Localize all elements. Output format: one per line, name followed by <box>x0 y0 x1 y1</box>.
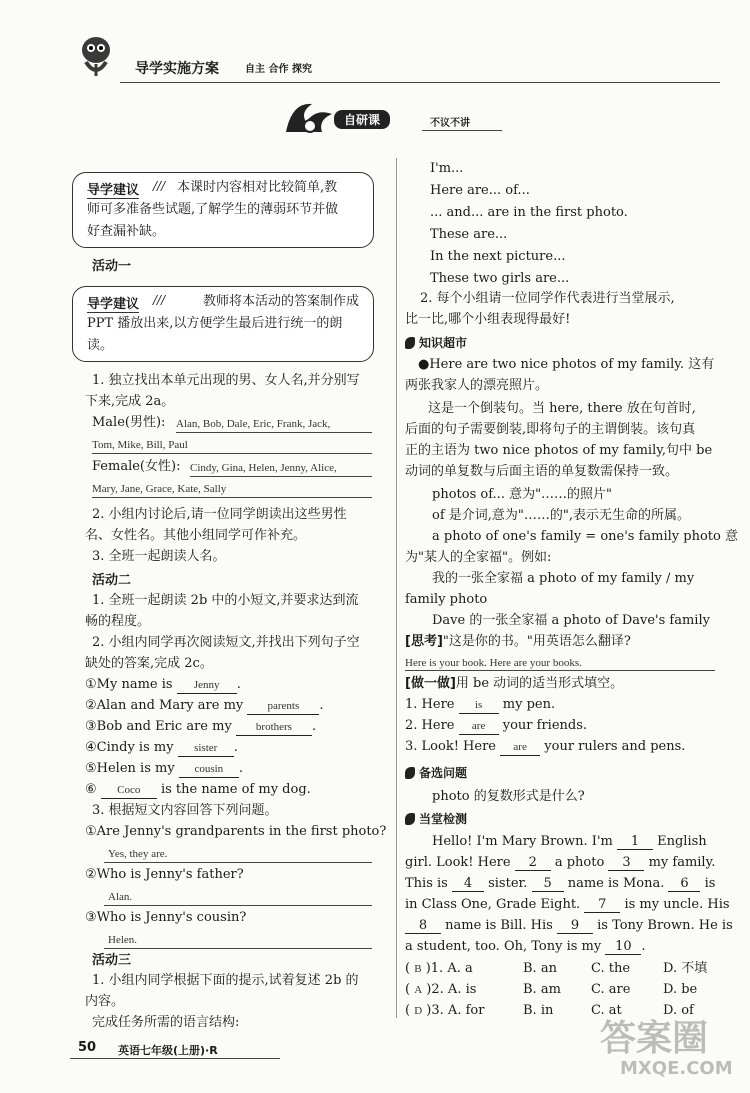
mc-answer: B <box>414 963 422 975</box>
cloze-line <box>405 896 730 914</box>
a2-q3: 3. 根据短文内容回答下列问题。 <box>92 803 278 818</box>
knowledge-line: 后面的句子需要倒装,即将句子的主谓倒装。该句真 <box>405 422 696 437</box>
watermark-url: MXQE.COM <box>620 1058 733 1079</box>
fill-num: ③ <box>85 719 97 734</box>
male-label: Male(男性): <box>92 415 166 430</box>
mc-option-c: C. at <box>591 1003 622 1018</box>
a3-q1-l2: 内容。 <box>85 994 125 1009</box>
r-q2-l2: 比一比,哪个小组表现得最好! <box>405 312 571 327</box>
guide-1-line-2: 师可多准备些试题,了解学生的薄弱环节并做 <box>87 202 339 217</box>
knowledge-title-text: 知识超市 <box>419 336 468 350</box>
knowledge-line: Dave 的一张全家福 a photo of Dave's family <box>432 613 710 628</box>
do-item <box>405 717 587 735</box>
cloze-blank: 3 <box>608 855 644 871</box>
mc-answer: D <box>414 1005 423 1017</box>
mc-option-a: 3. A. for <box>431 1003 485 1018</box>
fill-item <box>85 676 241 694</box>
guide-2-line-3: 读。 <box>87 338 114 353</box>
male-answer-l2: Tom, Mike, Bill, Paul <box>92 439 188 451</box>
banner <box>282 98 502 138</box>
qa-rule <box>104 862 372 863</box>
fill-num: ⑤ <box>85 761 97 776</box>
footer-book: 英语七年级(上册)·R <box>118 1044 218 1057</box>
cloze-text: English <box>652 834 707 849</box>
male-answer-l1: Alan, Bob, Dale, Eric, Frank, Jack, <box>176 418 331 430</box>
mc-option-a: 2. A. is <box>431 982 477 997</box>
fill-answer: brothers <box>236 720 312 736</box>
structure-line: I'm... <box>430 161 464 176</box>
mc-option-b: B. in <box>523 1003 554 1018</box>
knowledge-line: a photo of one's family = one's family photo 意 <box>432 529 738 544</box>
mc-option-d: D. be <box>663 982 698 997</box>
fill-answer: cousin <box>179 762 239 778</box>
banner-rule <box>422 130 502 131</box>
check-title-text: 当堂检测 <box>419 812 468 826</box>
flame-icon <box>282 98 338 138</box>
do-post: your rulers and pens. <box>544 739 686 754</box>
do-post: your friends. <box>502 718 588 733</box>
female-answer-l2: Mary, Jane, Grace, Kate, Sally <box>92 483 227 495</box>
a2-q2-l2: 缺处的答案,完成 2c。 <box>85 656 213 671</box>
backup-question: photo 的复数形式是什么? <box>432 789 585 804</box>
fill-post: . <box>233 740 238 755</box>
think-answer: Here is your book. Here are your books. <box>405 657 582 669</box>
a2-q1-l1: 1. 全班一起朗读 2b 中的小短文,并要求达到流 <box>92 593 359 608</box>
qa-rule <box>104 905 372 906</box>
leaf-icon <box>405 337 415 349</box>
guide-2-line-1: 教师将本活动的答案制作成 <box>203 294 360 309</box>
do-answer: is <box>459 698 499 714</box>
fill-item <box>85 718 316 736</box>
knowledge-line: 正的主语为 two nice photos of my family,句中 be <box>405 443 713 458</box>
female-rule-1 <box>190 476 372 477</box>
a3-q1-l3: 完成任务所需的语言结构: <box>92 1015 240 1030</box>
think-label: [思考] <box>405 634 443 649</box>
a1-q2-l2: 名、女性名。其他小组同学可作补充。 <box>85 528 307 543</box>
check-section-title <box>405 810 467 828</box>
male-rule-1 <box>176 432 372 433</box>
structure-line: ... and... are in the first photo. <box>430 205 628 220</box>
cloze-blank: 6 <box>668 876 700 892</box>
fill-item <box>85 760 243 778</box>
slash-deco-icon: /// <box>153 179 166 193</box>
do-answer: are <box>500 740 540 756</box>
guide-tag-1: 导学建议 <box>87 179 139 199</box>
mc-option-a: 1. A. a <box>430 961 473 976</box>
knowledge-line: 为"某人的全家福"。例如: <box>405 550 552 565</box>
guide-1-line-1: 本课时内容相对比较简单,教 <box>177 180 338 195</box>
knowledge-line: ●Here are two nice photos of my family. 这有 <box>418 357 715 372</box>
footer-rule <box>70 1058 280 1059</box>
do-question <box>405 675 623 693</box>
knowledge-line: of 是介词,意为"……的",表示无生命的所属。 <box>432 508 690 523</box>
cloze-text: Hello! I'm Mary Brown. I'm <box>432 834 617 849</box>
knowledge-line: family photo <box>405 592 488 607</box>
cloze-line <box>405 938 645 956</box>
cloze-text: a student, too. Oh, Tony is my <box>405 939 606 954</box>
cloze-text: . <box>641 939 646 954</box>
cloze-blank: 10 <box>605 939 641 955</box>
cloze-text: is my uncle. His <box>620 897 730 912</box>
qa-answer: Alan. <box>108 891 133 903</box>
pen-icon <box>405 767 415 779</box>
mc-option-d: D. 不填 <box>663 961 708 976</box>
cloze-text: name is Mona. <box>563 876 669 891</box>
fill-pre: Bob and Eric are my <box>96 719 232 734</box>
activity-1-title: 活动一 <box>92 259 132 274</box>
fill-answer: sister <box>178 741 234 757</box>
cloze-line <box>405 875 715 893</box>
fill-answer: Jenny <box>177 678 237 694</box>
qa-question: ②Who is Jenny's father? <box>85 867 244 882</box>
banner-title: 自研课 <box>334 110 390 129</box>
guide-2-line-2: PPT 播放出来,以方便学生最后进行统一的朗 <box>87 316 343 331</box>
do-pre: 3. Look! Here <box>405 739 496 754</box>
fill-num: ① <box>85 677 97 692</box>
cloze-text: a photo <box>550 855 609 870</box>
mc-option-b: B. an <box>523 961 557 976</box>
cloze-blank: 9 <box>557 918 593 934</box>
cloze-text: my family. <box>644 855 716 870</box>
a1-q2-l1: 2. 小组内讨论后,请一位同学朗读出这些男性 <box>92 507 347 522</box>
think-question <box>405 633 631 651</box>
knowledge-line: photos of... 意为"……的照片" <box>432 487 613 502</box>
cloze-text: is Tony Brown. He is <box>592 918 733 933</box>
knowledge-line: 这是一个倒装句。当 here, there 放在句首时, <box>428 401 696 416</box>
knowledge-line: 我的一张全家福 a photo of my family / my <box>432 571 695 586</box>
mc-option-d: D. of <box>663 1003 694 1018</box>
cloze-line <box>405 854 715 872</box>
leaf-icon-2 <box>405 813 415 825</box>
mc-option-b: B. am <box>523 982 561 997</box>
knowledge-line: 动词的单复数与后面主语的单复数需保持一致。 <box>405 464 679 479</box>
do-post: my pen. <box>502 697 556 712</box>
guide-box-2 <box>72 286 374 362</box>
slash-deco-icon-2: /// <box>153 293 166 307</box>
qa-question: ①Are Jenny's grandparents in the first photo? <box>85 824 387 839</box>
fill-pre: Alan and Mary are my <box>96 698 244 713</box>
cloze-line <box>432 833 707 851</box>
cloze-blank: 7 <box>584 897 620 913</box>
knowledge-line: 两张我家人的漂亮照片。 <box>405 378 549 393</box>
fill-post: . <box>311 719 317 734</box>
cloze-blank: 8 <box>405 918 441 934</box>
cloze-text: is <box>700 876 716 891</box>
mc-answer: A <box>414 984 423 996</box>
do-label: [做一做] <box>405 676 456 691</box>
knowledge-section-title <box>405 334 467 352</box>
fill-answer: Coco <box>101 783 157 799</box>
do-item <box>405 696 555 714</box>
cloze-text: in Class One, Grade Eight. <box>405 897 585 912</box>
do-pre: 2. Here <box>405 718 455 733</box>
a1-q1-l1: 1. 独立找出本单元出现的男、女人名,并分别写 <box>92 373 360 388</box>
cloze-text: sister. <box>483 876 532 891</box>
fill-pre: My name is <box>96 677 173 692</box>
cloze-text: girl. Look! Here <box>405 855 515 870</box>
mascot-icon <box>72 32 120 80</box>
mc-row <box>405 960 715 978</box>
think-text: "这是你的书。"用英语怎么翻译? <box>442 634 631 649</box>
structure-line: Here are... of... <box>430 183 530 198</box>
do-item <box>405 738 685 756</box>
header-rule <box>120 82 720 83</box>
backup-section-title <box>405 764 467 782</box>
fill-post: . <box>238 761 243 776</box>
mc-option-c: C. are <box>591 982 631 997</box>
page-number: 50 <box>78 1040 97 1055</box>
banner-sub: 不议不讲 <box>430 118 470 129</box>
fill-item <box>85 739 238 757</box>
cloze-line <box>405 917 733 935</box>
a2-q1-l2: 畅的程度。 <box>85 614 151 629</box>
male-rule-2 <box>92 453 372 454</box>
watermark-logo: 答案圈 <box>600 1018 709 1059</box>
do-text: 用 be 动词的适当形式填空。 <box>455 676 624 691</box>
a1-q1-l2: 下来,完成 2a。 <box>85 394 175 409</box>
structure-line: These are... <box>430 227 508 242</box>
fill-item <box>85 697 324 715</box>
fill-num: ④ <box>85 740 97 755</box>
a2-q2-l1: 2. 小组内同学再次阅读短文,并找出下列句子空 <box>92 635 360 650</box>
fill-post: . <box>319 698 324 713</box>
qa-answer: Yes, they are. <box>108 848 168 860</box>
fill-num: ② <box>85 698 97 713</box>
backup-title-text: 备选问题 <box>419 766 468 780</box>
cloze-text: This is <box>405 876 452 891</box>
activity-3-title: 活动三 <box>92 953 132 968</box>
qa-question: ③Who is Jenny's cousin? <box>85 910 247 925</box>
mc-answer-paren: ( D ) <box>405 1003 432 1018</box>
fill-item <box>85 781 311 799</box>
header-title: 导学实施方案 <box>135 61 219 77</box>
cloze-blank: 1 <box>617 834 653 850</box>
think-rule <box>405 670 715 671</box>
do-pre: 1. Here <box>405 697 455 712</box>
qa-answer: Helen. <box>108 934 138 946</box>
female-answer-l1: Cindy, Gina, Helen, Jenny, Alice, <box>190 462 337 474</box>
fill-answer: parents <box>247 699 319 715</box>
mc-option-c: C. the <box>591 961 631 976</box>
cloze-text: name is Bill. His <box>441 918 557 933</box>
structure-line: In the next picture... <box>430 249 566 264</box>
mc-answer-paren: ( B ) <box>405 961 431 976</box>
female-rule-2 <box>92 497 372 498</box>
mc-row <box>405 981 715 999</box>
header-subtitle: 自主 合作 探究 <box>245 64 312 75</box>
structure-line: These two girls are... <box>430 271 570 286</box>
fill-pre: Cindy is my <box>96 740 174 755</box>
guide-1-line-3: 好查漏补缺。 <box>87 224 166 239</box>
guide-tag-2: 导学建议 <box>87 293 139 313</box>
cloze-blank: 2 <box>515 855 551 871</box>
mc-answer-paren: ( A ) <box>405 982 432 997</box>
qa-rule <box>104 948 372 949</box>
guide-box-1 <box>72 172 374 248</box>
a3-q1-l1: 1. 小组内同学根据下面的提示,试着复述 2b 的 <box>92 973 359 988</box>
fill-num: ⑥ <box>85 782 97 797</box>
activity-2-title: 活动二 <box>92 573 132 588</box>
column-divider <box>396 158 397 1018</box>
fill-post: is the name of my dog. <box>160 782 311 797</box>
cloze-blank: 5 <box>532 876 564 892</box>
fill-post: . <box>236 677 241 692</box>
do-answer: are <box>459 719 499 735</box>
fill-pre: Helen is my <box>96 761 175 776</box>
a1-q3: 3. 全班一起朗读人名。 <box>92 549 226 564</box>
cloze-blank: 4 <box>452 876 484 892</box>
female-label: Female(女性): <box>92 459 181 474</box>
r-q2-l1: 2. 每个小组请一位同学作代表进行当堂展示, <box>420 291 675 306</box>
